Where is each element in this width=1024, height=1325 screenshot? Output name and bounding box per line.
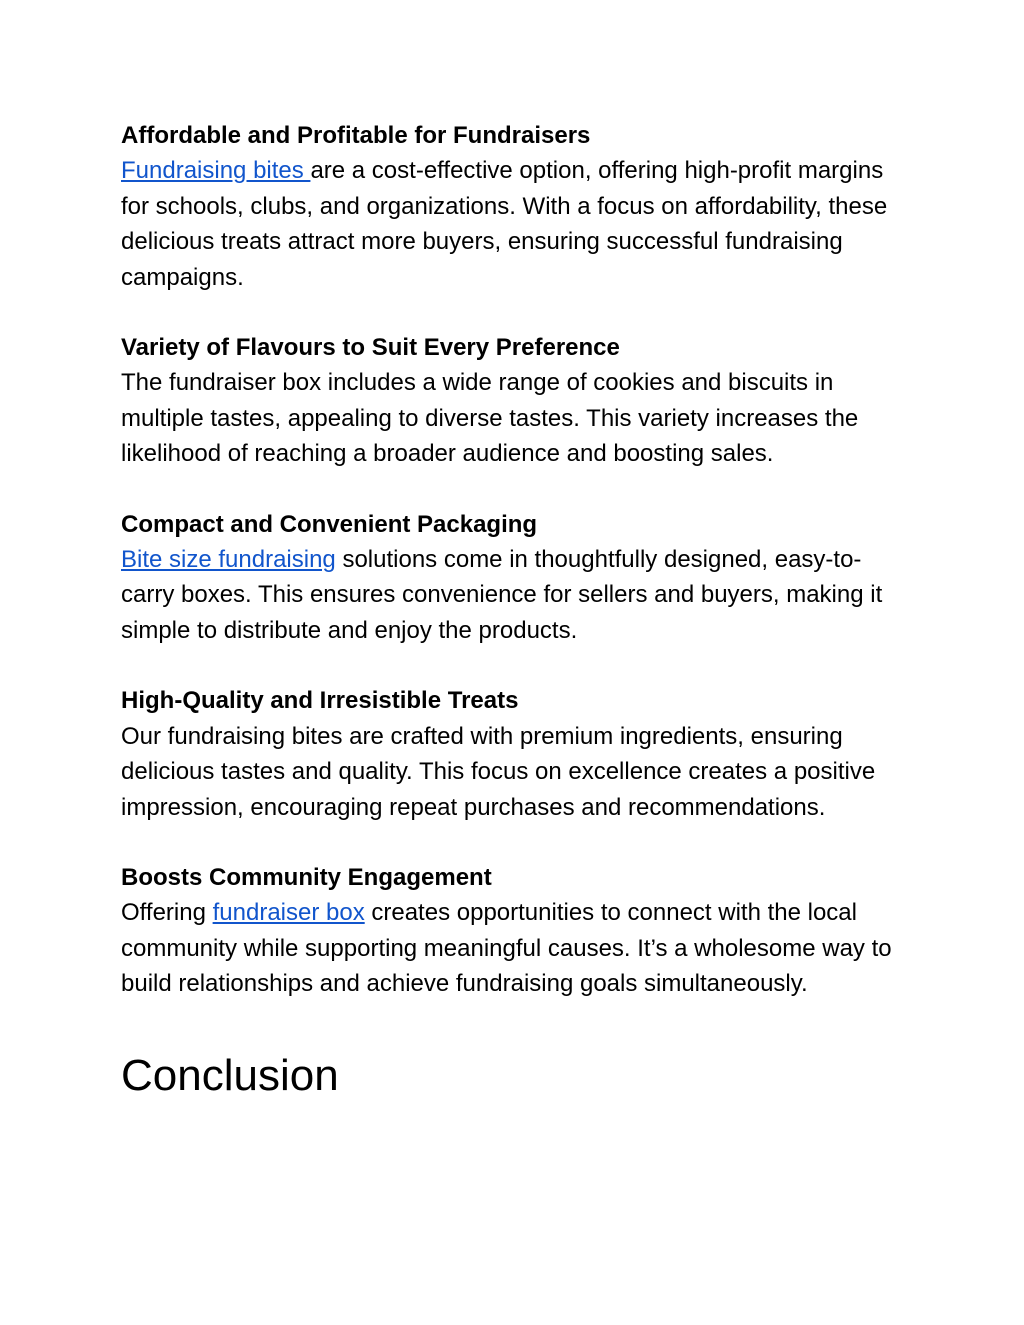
section-heading: Compact and Convenient Packaging — [121, 510, 538, 538]
section-paragraph: The fundraiser box includes a wide range of cookies and biscuits in multiple tastes, appealing to diverse tastes. This variety increases the likelihood of reaching a broader audience and boosting sales. — [121, 369, 859, 468]
section-affordable — [121, 118, 911, 295]
paragraph-text: Offering — [121, 899, 213, 927]
section-heading: Boosts Community Engagement — [121, 863, 492, 891]
paragraph-text: creates opportunities to connect with the local community while supporting meaningful causes. It’s a wholesome way to build relationships and achieve fundraising goals simultaneously. — [121, 899, 892, 998]
paragraph-text: are a cost-effective option, offering high-profit margins for schools, clubs, and organizations. With a focus on affordability, these delicious treats attract more buyers, ensuring successful fundraising campaigns. — [121, 157, 888, 291]
section-quality — [121, 683, 911, 825]
section-heading: Variety of Flavours to Suit Every Preference — [121, 334, 620, 362]
conclusion-heading: Conclusion — [121, 1050, 339, 1100]
section-heading: Affordable and Profitable for Fundraisers — [121, 122, 591, 149]
fundraiser-box-link[interactable]: fundraiser box — [212, 899, 365, 927]
section-community — [121, 860, 911, 1002]
section-variety — [121, 330, 911, 472]
fundraising-bites-link[interactable]: Fundraising bites — [121, 157, 311, 185]
section-paragraph — [121, 895, 911, 1001]
paragraph-text: solutions come in thoughtfully designed, easy-to-carry boxes. This ensures convenience for sellers and buyers, making it simple to distribute and enjoy the products. — [121, 546, 883, 644]
section-paragraph — [121, 542, 911, 648]
section-heading: High-Quality and Irresistible Treats — [121, 687, 519, 715]
section-paragraph: Our fundraising bites are crafted with premium ingredients, ensuring delicious tastes and quality. This focus on excellence creates a positive impression, encouraging repeat purchases and recommendations. — [121, 722, 876, 821]
document-page — [121, 118, 911, 1102]
bite-size-fundraising-link[interactable]: Bite size fundraising — [121, 546, 336, 574]
section-paragraph — [121, 153, 911, 295]
section-packaging — [121, 507, 911, 649]
